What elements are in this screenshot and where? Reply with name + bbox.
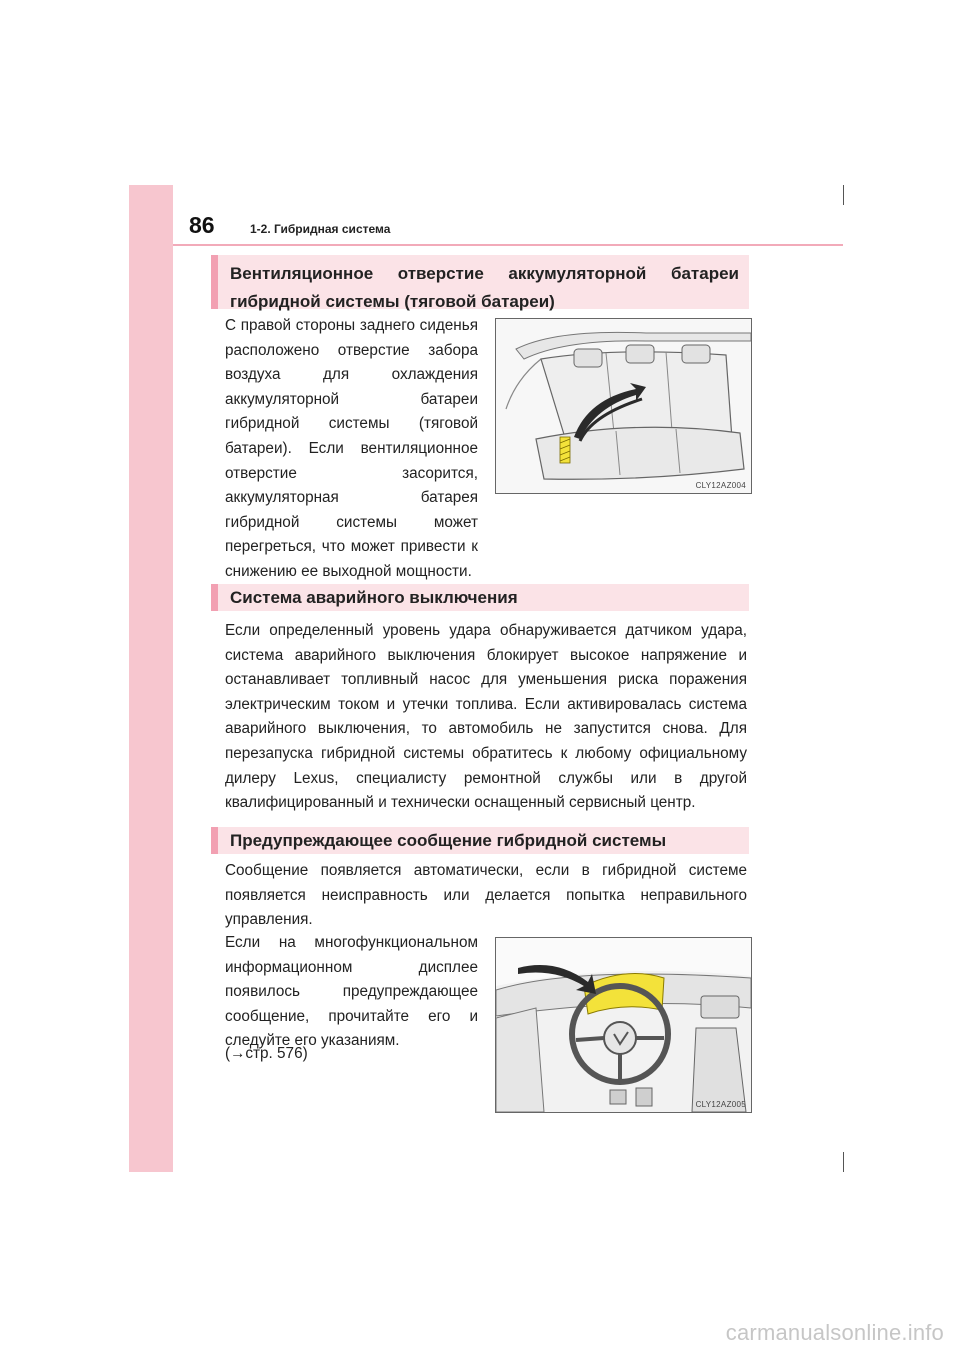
ventilation-paragraph: С правой стороны заднего сиденья расположено отверстие забора воздуха для охлаждения аккумуляторной батареи гибридной системы (тяговой батареи). Если вентиляционное отверстие засорится, аккумуляторная батарея гибридной системы может перегреться, что может привести к снижению ее выходной мощности.	[225, 317, 478, 580]
dashboard-figure	[495, 937, 752, 1113]
side-tab-band	[129, 185, 173, 1172]
warning-paragraph-2: Если на многофункциональном информационном дисплее появилось предупреждающее сообщение, прочитайте его и следуйте его указаниям.	[225, 934, 478, 1050]
page-number: 86	[189, 212, 215, 238]
section-title: 1-2. Гибридная система	[250, 222, 391, 236]
crop-mark-top-right	[843, 185, 844, 205]
ventilation-heading: Вентиляционное отверстие аккумуляторной батареи гибридной системы (тяговой батареи)	[211, 255, 749, 309]
page-reference: (→стр. 576)	[225, 1045, 308, 1062]
warning-heading: Предупреждающее сообщение гибридной системы	[211, 827, 749, 854]
figure-code: CLY12AZ004	[695, 481, 746, 490]
crop-mark-bottom-right	[843, 1152, 844, 1172]
rear-seat-figure	[495, 318, 752, 494]
warning-paragraph-1: Сообщение появляется автоматически, если в гибридной системе появляется неисправность или делается попытка неправильного управления.	[225, 862, 747, 929]
rear-seat-illustration	[496, 319, 751, 493]
emergency-paragraph: Если определенный уровень удара обнаруживается датчиком удара, система аварийного выключения блокирует высокое напряжение и останавливает топливный насос для уменьшения риска поражения электрическим током и утечки топлива. Если активировалась система аварийного выключения, то автомобиль не запустится снова. Для перезапуска гибридной системы обратитесь к любому официальному дилеру Lexus, специалисту ремонтной службы или в другой квалифицированный и технически оснащенный сервисный центр.	[225, 622, 747, 812]
header-rule	[173, 244, 843, 246]
dashboard-illustration	[496, 938, 751, 1112]
watermark: carmanualsonline.info	[725, 1320, 944, 1345]
figure-code: CLY12AZ005	[695, 1100, 746, 1109]
emergency-heading: Система аварийного выключения	[211, 584, 749, 611]
